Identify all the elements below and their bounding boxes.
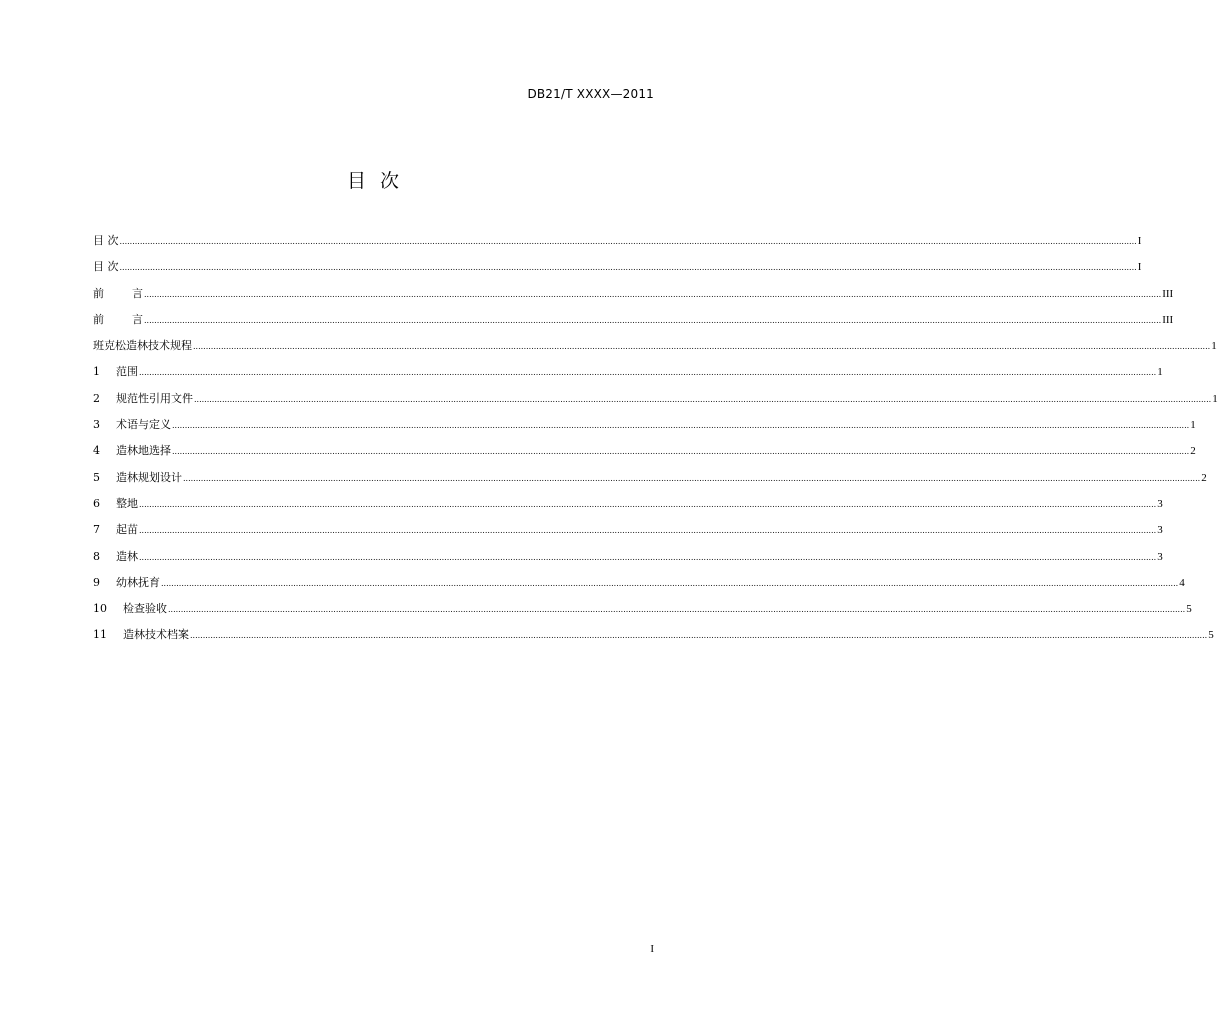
toc-leader-dots: ................................................................................................................................................................................................................................................................................................................................................................................................................	[183, 473, 1201, 483]
toc-entry-number: 4	[93, 444, 100, 458]
toc-entry-page: 1	[1157, 366, 1163, 379]
toc-entry-number: 7	[93, 523, 100, 537]
toc-entry-label: 范围	[116, 365, 138, 379]
toc-entry[interactable]	[93, 521, 1163, 547]
toc-entry-label: 目 次	[93, 234, 119, 247]
toc-entry-page: 2	[1190, 445, 1196, 458]
toc-entry-page: 1	[1190, 419, 1196, 432]
toc-entry[interactable]	[93, 574, 1185, 600]
toc-entry-label: 造林	[116, 549, 138, 563]
toc-entry-number: 6	[93, 496, 100, 510]
toc-leader-dots: ................................................................................................................................................................................................................................................................................................................................................................................................................	[139, 368, 1157, 378]
toc-entry-page: III	[1162, 287, 1174, 300]
toc-leader-dots: ................................................................................................................................................................................................................................................................................................................................................................................................................	[172, 421, 1190, 431]
toc-entry-page: 3	[1157, 550, 1163, 563]
toc-entry-number: 5	[93, 470, 100, 484]
toc-entry-number: 9	[93, 575, 100, 589]
toc-entry[interactable]	[93, 232, 1142, 258]
toc-leader-dots: ................................................................................................................................................................................................................................................................................................................................................................................................................	[139, 552, 1157, 562]
toc-entry[interactable]	[93, 337, 1217, 363]
toc-leader-dots: ................................................................................................................................................................................................................................................................................................................................................................................................................	[190, 631, 1208, 641]
toc-leader-dots: ................................................................................................................................................................................................................................................................................................................................................................................................................	[144, 315, 1162, 325]
toc-entry[interactable]	[93, 416, 1196, 442]
toc-list	[93, 232, 1218, 653]
toc-entry-number: 10	[93, 602, 107, 616]
toc-entry-page: 2	[1201, 471, 1207, 484]
toc-entry[interactable]	[93, 285, 1174, 311]
toc-entry-label: 整地	[116, 496, 138, 510]
toc-entry-page: I	[1137, 235, 1142, 247]
toc-entry-number: 8	[93, 549, 100, 563]
toc-entry[interactable]	[93, 311, 1174, 337]
toc-entry-number: 1	[93, 365, 100, 379]
toc-entry-label: 造林地选择	[116, 444, 171, 458]
toc-entry-page: 1	[1211, 340, 1217, 353]
toc-entry-number: 2	[93, 391, 100, 405]
toc-entry-label: 检查验收	[123, 602, 167, 616]
toc-entry-label: 目 次	[93, 260, 119, 274]
toc-leader-dots: ................................................................................................................................................................................................................................................................................................................................................................................................................	[193, 342, 1211, 352]
toc-entry-label: 起苗	[116, 523, 138, 537]
toc-leader-dots: ................................................................................................................................................................................................................................................................................................................................................................................................................	[168, 605, 1186, 615]
toc-entry-number: 11	[93, 628, 107, 642]
toc-entry-label: 前 言	[93, 286, 143, 300]
toc-entry-page: I	[1137, 261, 1142, 274]
toc-leader-dots: ................................................................................................................................................................................................................................................................................................................................................................................................................	[161, 578, 1179, 588]
toc-entry-page: III	[1162, 313, 1174, 326]
toc-entry[interactable]	[93, 469, 1207, 495]
toc-entry-label: 前 言	[93, 312, 143, 326]
toc-entry[interactable]	[93, 442, 1196, 468]
toc-entry[interactable]	[93, 390, 1218, 416]
toc-leader-dots: ................................................................................................................................................................................................................................................................................................................................................................................................................	[144, 289, 1162, 299]
toc-entry-page: 3	[1157, 497, 1163, 510]
toc-entry[interactable]	[93, 258, 1142, 284]
toc-entry-page: 5	[1186, 603, 1192, 616]
toc-entry-label: 幼林抚育	[116, 575, 160, 589]
toc-leader-dots: ................................................................................................................................................................................................................................................................................................................................................................................................................	[139, 499, 1157, 509]
toc-entry-page: 5	[1208, 629, 1214, 642]
toc-entry-number: 3	[93, 418, 100, 432]
toc-entry[interactable]	[93, 626, 1214, 652]
toc-entry-label: 术语与定义	[116, 418, 171, 432]
page-title: 目 次	[346, 170, 404, 192]
toc-leader-dots: ................................................................................................................................................................................................................................................................................................................................................................................................................	[172, 447, 1190, 457]
toc-entry[interactable]	[93, 600, 1192, 626]
toc-leader-dots: ................................................................................................................................................................................................................................................................................................................................................................................................................	[139, 526, 1157, 536]
toc-entry-label: 班克松造林技术规程	[93, 339, 192, 353]
toc-entry-label: 规范性引用文件	[116, 391, 193, 405]
toc-entry-page: 3	[1157, 524, 1163, 537]
toc-entry-label: 造林技术档案	[123, 628, 189, 642]
page-number: I	[650, 943, 654, 955]
toc-entry-label: 造林规划设计	[116, 470, 182, 484]
standard-code: DB21/T XXXX—2011	[527, 87, 654, 101]
toc-entry[interactable]	[93, 363, 1163, 389]
toc-leader-dots: ................................................................................................................................................................................................................................................................................................................................................................................................................	[194, 394, 1212, 404]
toc-entry[interactable]	[93, 495, 1163, 521]
toc-entry-page: 4	[1179, 576, 1185, 589]
toc-entry-page: 1	[1212, 392, 1218, 405]
toc-leader-dots: ................................................................................................................................................................................................................................................................................................................................................................................................................	[119, 237, 1137, 246]
toc-leader-dots: ................................................................................................................................................................................................................................................................................................................................................................................................................	[119, 263, 1137, 273]
toc-entry[interactable]	[93, 548, 1163, 574]
